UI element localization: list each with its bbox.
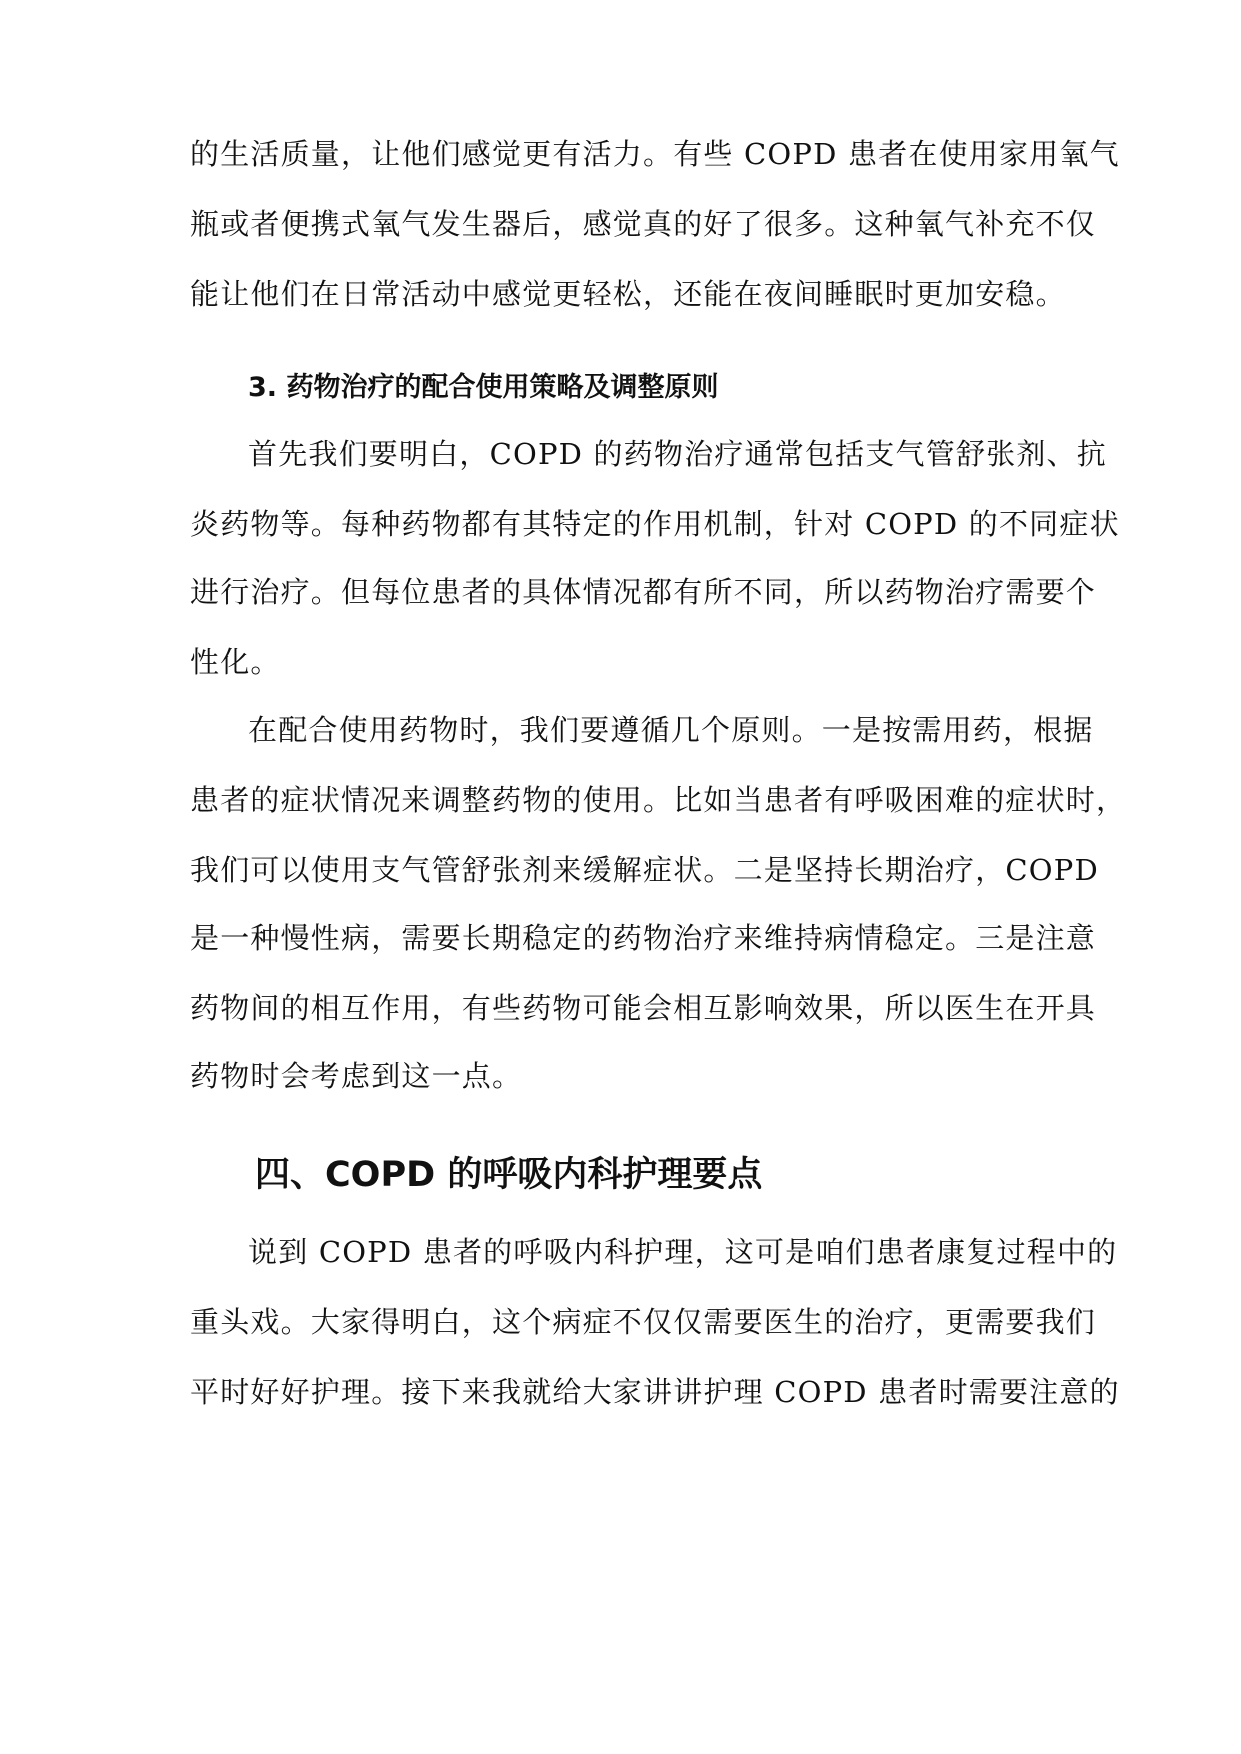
subsection-heading: 3. 药物治疗的配合使用策略及调整原则 (248, 372, 719, 403)
paragraph-3-line-2: 患者的症状情况来调整药物的使用。比如当患者有呼吸困难的症状时， (190, 783, 1127, 817)
paragraph-4-line-2: 重头戏。大家得明白，这个病症不仅仅需要医生的治疗，更需要我们 (190, 1305, 1097, 1339)
paragraph-1-line-2: 瓶或者便携式氧气发生器后，感觉真的好了很多。这种氧气补充不仅 (190, 207, 1097, 241)
paragraph-2-line-4: 性化。 (190, 645, 281, 679)
paragraph-4-line-3: 平时好好护理。接下来我就给大家讲讲护理 COPD 患者时需要注意的 (190, 1375, 1120, 1409)
paragraph-4-line-1: 说到 COPD 患者的呼吸内科护理，这可是咱们患者康复过程中的 (248, 1235, 1118, 1269)
paragraph-1-line-3: 能让他们在日常活动中感觉更轻松，还能在夜间睡眠时更加安稳。 (190, 277, 1066, 311)
paragraph-3-line-3: 我们可以使用支气管舒张剂来缓解症状。二是坚持长期治疗，COPD (190, 853, 1099, 887)
paragraph-3-line-5: 药物间的相互作用，有些药物可能会相互影响效果，所以医生在开具 (190, 991, 1097, 1025)
paragraph-3-line-6: 药物时会考虑到这一点。 (190, 1059, 523, 1093)
paragraph-3-line-1: 在配合使用药物时，我们要遵循几个原则。一是按需用药，根据 (248, 713, 1094, 747)
paragraph-2-line-1: 首先我们要明白，COPD 的药物治疗通常包括支气管舒张剂、抗 (248, 437, 1107, 471)
paragraph-2-line-3: 进行治疗。但每位患者的具体情况都有所不同，所以药物治疗需要个 (190, 575, 1097, 609)
paragraph-2-line-2: 炎药物等。每种药物都有其特定的作用机制，针对 COPD 的不同症状 (190, 507, 1120, 541)
paragraph-3-line-4: 是一种慢性病，需要长期稳定的药物治疗来维持病情稳定。三是注意 (190, 921, 1097, 955)
section-heading: 四、COPD 的呼吸内科护理要点 (255, 1155, 763, 1195)
paragraph-1-line-1: 的生活质量，让他们感觉更有活力。有些 COPD 患者在使用家用氧气 (190, 137, 1120, 171)
